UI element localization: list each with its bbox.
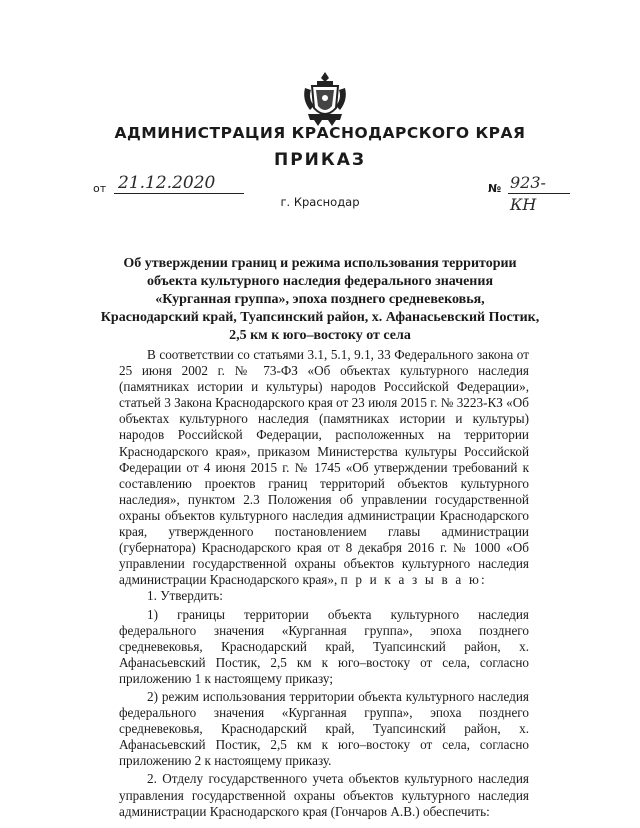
title-line: 2,5 км к юго–востоку от села bbox=[229, 328, 411, 343]
document-title bbox=[100, 255, 540, 345]
order-date: 21.12.2020 bbox=[114, 172, 244, 194]
number-label: № bbox=[488, 182, 502, 195]
preamble-text: В соответствии со статьями 3.1, 5.1, 9.1, 33 Федерального закона от 25 июня 2002 г. № 73-ФЗ «Об объектах культурного наследия (памятниках истории и культуры) народов Российской Федерации», статьей 3 Закона Краснодарского края от 23 июля 2015 г. № 3223-КЗ «Об объектах культурного наследия (памятниках истории и культуры) народов Российской Федерации, расположенных на территории Краснодарского края», приказом Министерства культуры Российской Федерации от 4 июня 2015 г. № 1745 «Об утверждении требований к составлению проектов границ территорий объектов культурного наследия», пунктом 2.3 Положения об управлении государственной охраны объектов культурного наследия администрации Краснодарского края, утвержденного постановлением главы администрации (губернатора) Краснодарского края от 8 декабря 2016 г. № 1000 «Об управлении государственной охраны объектов культурного наследия администрации Краснодарского края», bbox=[119, 347, 529, 588]
clause-1-2: 2) режим использования территории объекта культурного наследия федерального значения «Курганная группа», эпоха позднего средневековья, Краснодарский край, Туапсинский район, х. Афанасьевский Постик, 2,5 км к юго–востоку от села, согласно приложению 2 к настоящему приказу. bbox=[119, 688, 529, 769]
document-type: ПРИКАЗ bbox=[273, 150, 367, 170]
organization-name: АДМИНИСТРАЦИЯ КРАСНОДАРСКОГО КРАЯ bbox=[114, 124, 526, 142]
preamble-paragraph bbox=[119, 347, 529, 588]
clause-1: 1. Утвердить: bbox=[147, 588, 223, 604]
title-line: Об утверждении границ и режима использования территории bbox=[123, 256, 517, 271]
clause-2: 2. Отделу государственного учета объектов культурного наследия управления государственной охраны объектов культурного наследия администрации Краснодарского края (Гончаров А.В.) обеспечить: bbox=[119, 771, 529, 819]
clause-1-1: 1) границы территории объекта культурного наследия федерального значения «Курганная группа», эпоха позднего средневековья, Краснодарский край, Туапсинский район, х. Афанасьевский Постик, 2,5 км к юго–востоку от села, согласно приложению 1 к настоящему приказу; bbox=[119, 606, 529, 686]
title-line: объекта культурного наследия федерального значения bbox=[146, 274, 494, 289]
coat-of-arms-icon bbox=[302, 70, 348, 128]
order-word: п р и к а з ы в а ю: bbox=[340, 572, 487, 588]
city-name: г. Краснодар bbox=[280, 195, 360, 209]
order-number: 923-КН bbox=[508, 172, 570, 194]
document-body bbox=[119, 347, 529, 820]
title-line: Краснодарский край, Туапсинский район, х. Афанасьевский Постик, bbox=[100, 310, 540, 325]
date-label: от bbox=[93, 182, 107, 195]
title-line: «Курганная группа», эпоха позднего средневековья, bbox=[155, 292, 485, 307]
